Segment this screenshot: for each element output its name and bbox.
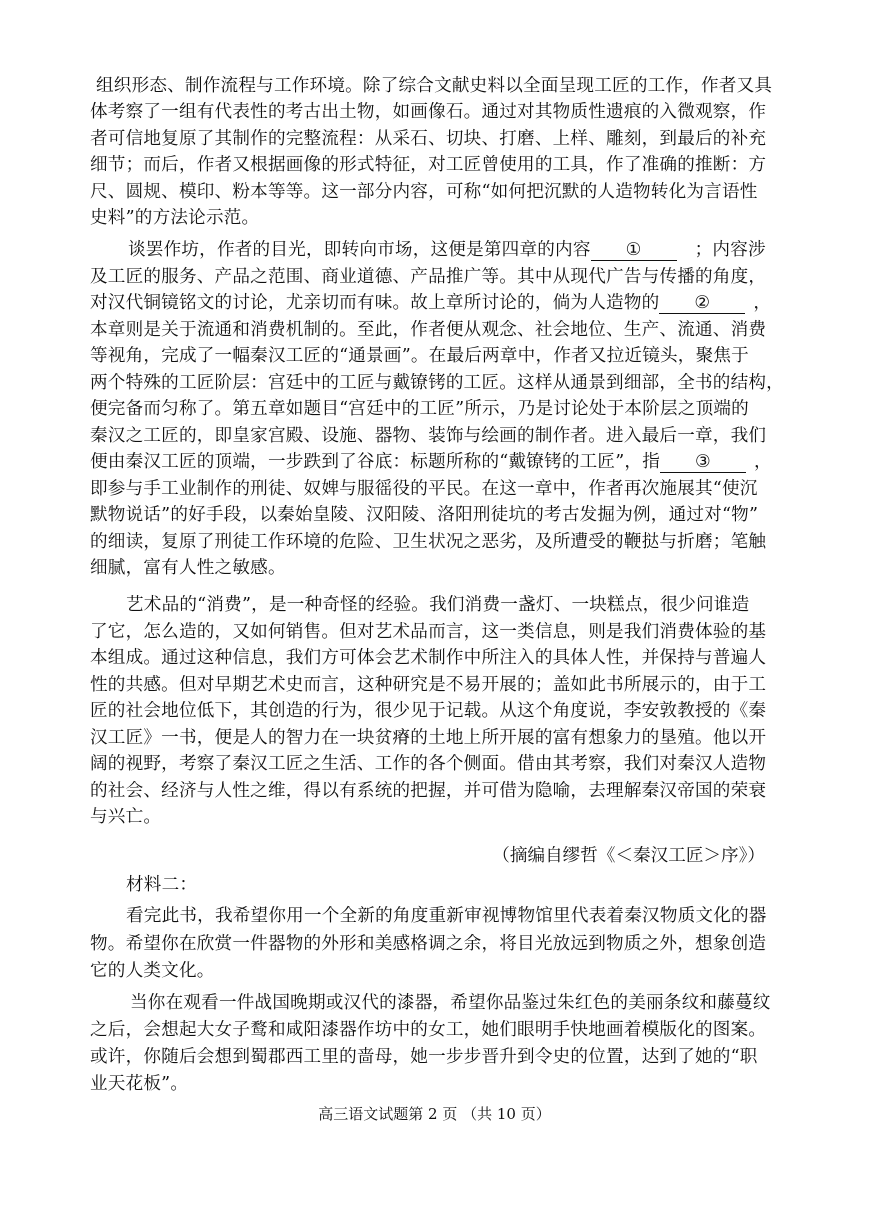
para1-line-6: 史料”的方法论示范。 bbox=[90, 208, 260, 228]
para2-line-3-tail: ， bbox=[753, 293, 772, 313]
para3-line-4: 性的共感。但对早期艺术史而言，这种研究是不易开展的；盖如此书所展示的，由于工 bbox=[90, 675, 767, 695]
para5-line-1: 当你在观看一件战国晚期或汉代的漆器，希望你品鉴过朱红色的美丽条纹和藤蔓纹 bbox=[130, 993, 771, 1013]
para2-line-6: 两个特殊的工匠阶层：宫廷中的工匠与戴镣铐的工匠。这样从通景到细部，全书的结构， bbox=[90, 373, 784, 393]
para5-line-2: 之后，会想起大女子鹜和咸阳漆器作坊中的女工，她们眼明手快地画着模版化的图案。 bbox=[90, 1020, 767, 1040]
para2-line-1-text: 谈罢作坊，作者的目光，即转向市场，这便是第四章的内容 bbox=[128, 240, 591, 260]
para4-line-1: 看完此书，我希望你用一个全新的角度重新审视博物馆里代表着秦汉物质文化的器 bbox=[126, 906, 767, 926]
source-caption: （摘编自缪哲《＜秦汉工匠＞序》） bbox=[492, 846, 765, 866]
para2-line-10: 即参与手工业制作的刑徒、奴婢与服徭役的平民。在这一章中，作者再次施展其“使沉 bbox=[90, 479, 758, 499]
para2-line-11: 默物说话”的好手段，以秦始皇陵、汉阳陵、洛阳刑徒坑的考古发掘为例，通过对“物” bbox=[90, 505, 759, 525]
para3-line-6: 汉工匠》一书，便是人的智力在一块贫瘠的土地上所开展的富有想象力的垦殖。他以开 bbox=[90, 728, 767, 748]
para2-line-3 bbox=[90, 290, 771, 316]
page-footer: 高三语文试题第 2 页 （共 10 页） bbox=[318, 1105, 551, 1123]
para2-line-7: 便完备而匀称了。第五章如题目“宫廷中的工匠”所示，乃是讨论处于本阶层之顶端的 bbox=[90, 399, 749, 419]
para1-line-1: 组织形态、制作流程与工作环境。除了综合文献史料以全面呈现工匠的工作，作者又具 bbox=[96, 76, 773, 96]
para3-line-1: 艺术品的“消费”，是一种奇怪的经验。我们消费一盏灯、一块糕点，很少问谁造 bbox=[126, 595, 750, 615]
para4-line-2: 物。希望你在欣赏一件器物的外形和美感格调之余，将目光放远到物质之外，想象创造 bbox=[90, 934, 767, 954]
para2-line-5: 等视角，完成了一幅秦汉工匠的“通景画”。在最后两章中，作者又拉近镜头，聚焦于 bbox=[90, 346, 749, 366]
blank-1: ① bbox=[591, 240, 677, 261]
para2-line-3-text: 对汉代铜镜铭文的讨论，尤亲切而有味。故上章所讨论的，倘为人造物的 bbox=[90, 293, 660, 313]
para2-line-8: 秦汉之工匠的，即皇家宫殿、设施、器物、装饰与绘画的制作者。进入最后一章，我们 bbox=[90, 426, 767, 446]
para1-line-2: 体考察了一组有代表性的考古出土物，如画像石。通过对其物质性遗痕的入微观察，作 bbox=[90, 102, 767, 122]
para2-line-4: 本章则是关于流通和消费机制的。至此，作者便从观念、社会地位、生产、流通、消费 bbox=[90, 320, 767, 340]
para2-line-9-tail: ， bbox=[754, 452, 772, 472]
para1-line-4: 细节；而后，作者又根据画像的形式特征，对工匠曾使用的工具，作了准确的推断：方 bbox=[90, 155, 767, 175]
para3-line-5: 匠的社会地位低下，其创造的行为，很少见于记载。从这个角度说，李安敦教授的《秦 bbox=[90, 701, 767, 721]
para2-line-2: 及工匠的服务、产品之范围、商业道德、产品推广等。其中从现代广告与传播的角度， bbox=[90, 267, 767, 287]
para2-line-9-text: 便由秦汉工匠的顶端，一步跌到了谷底：标题所称的“戴镣铐的工匠”，指 bbox=[90, 452, 660, 472]
para2-line-12: 的细读，复原了刑徒工作环境的危险、卫生状况之恶劣，及所遭受的鞭挞与折磨；笔触 bbox=[90, 532, 767, 552]
para3-line-9: 与兴亡。 bbox=[90, 807, 162, 827]
para2-line-13: 细腻，富有人性之敏感。 bbox=[90, 558, 286, 578]
para1-line-5: 尺、圆规、模印、粉本等等。这一部分内容，可称“如何把沉默的人造物转化为言语性 bbox=[90, 182, 758, 202]
para2-line-1-tail: ；内容涉 bbox=[694, 240, 766, 260]
para3-line-7: 阔的视野，考察了秦汉工匠之生活、工作的各个侧面。借由其考察，我们对秦汉人造物 bbox=[90, 754, 767, 774]
blank-3: ③ bbox=[660, 452, 746, 473]
para5-line-4: 业天花板”。 bbox=[90, 1074, 189, 1094]
para4-line-3: 它的人类文化。 bbox=[90, 961, 215, 981]
blank-2: ② bbox=[659, 293, 745, 314]
para5-line-3: 或许，你随后会想到蜀郡西工里的啬母，她一步步晋升到令史的位置，达到了她的“职 bbox=[90, 1047, 758, 1067]
para3-line-3: 本组成。通过这种信息，我们方可体会艺术制作中所注入的具体人性，并保持与普遍人 bbox=[90, 648, 767, 668]
para1-line-3: 者可信地复原了其制作的完整流程：从采石、切块、打磨、上样、雕刻，到最后的补充 bbox=[90, 129, 767, 149]
para3-line-2: 了它，怎么造的，又如何销售。但对艺术品而言，这一类信息，则是我们消费体验的基 bbox=[90, 622, 767, 642]
material2-label: 材料二： bbox=[126, 875, 198, 895]
para2-line-1 bbox=[128, 237, 766, 263]
para2-line-9 bbox=[90, 449, 772, 475]
para3-line-8: 的社会、经济与人性之维，得以有系统的把握，并可借为隐喻，去理解秦汉帝国的荣衰 bbox=[90, 781, 767, 801]
